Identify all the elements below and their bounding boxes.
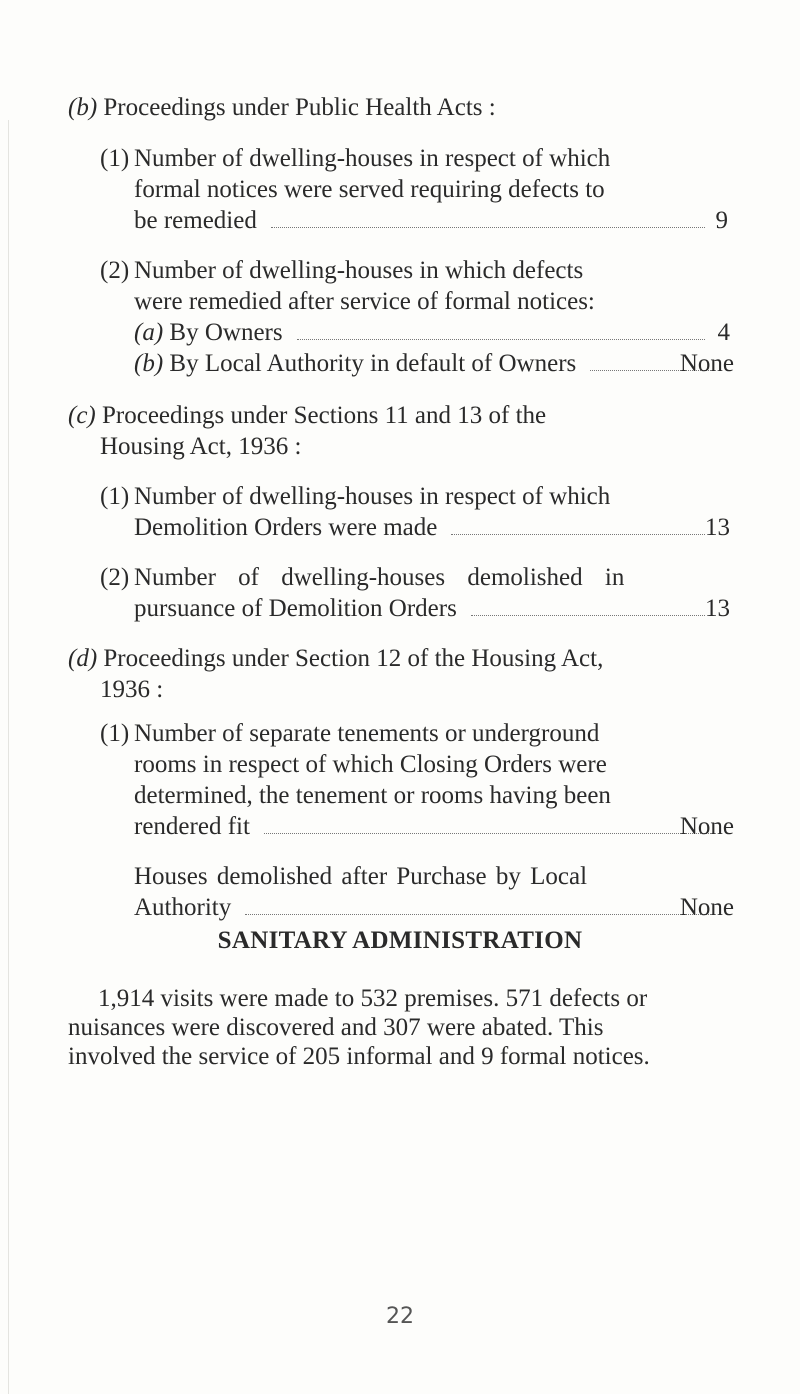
item-text-line: be remedied: [134, 207, 257, 234]
section-d-houses: [134, 861, 715, 923]
sub-text: By Owners: [169, 319, 283, 346]
section-b-heading-text: Proceedings under Public Health Acts :: [103, 94, 496, 121]
item-text-line: pursuance of Demolition Orders: [134, 595, 457, 622]
section-c-heading: [68, 400, 728, 462]
item-text-line: Authority: [134, 894, 232, 921]
item-number: (2): [100, 257, 130, 284]
item-text-line: Number of dwelling-houses demolished in: [134, 564, 625, 591]
sub-label: (a): [134, 319, 164, 346]
section-d-heading: [68, 643, 728, 705]
dot-leader: [264, 832, 711, 834]
item-text-line: Demolition Orders were made: [134, 514, 438, 541]
item-text-line: determined, the tenement or rooms having been: [134, 782, 611, 809]
section-d-heading-line: 1936 :: [100, 676, 164, 703]
value-c1: 13: [705, 514, 730, 541]
page-number: 22: [386, 1304, 414, 1329]
dot-leader: [271, 226, 705, 228]
item-text-line: Number of dwelling-houses in respect of which: [134, 145, 611, 172]
item-text-line: Number of dwelling-houses in which defects: [134, 257, 584, 284]
item-number: (1): [100, 145, 130, 172]
item-text-line: Number of separate tenements or underground: [134, 720, 600, 747]
dot-leader: [471, 614, 705, 616]
value-b2a: 4: [717, 319, 730, 346]
item-number: (1): [100, 483, 130, 510]
dot-leader: [297, 338, 705, 340]
item-number: (1): [100, 720, 130, 747]
sanitary-title: SANITARY ADMINISTRATION: [217, 927, 583, 954]
sanitary-paragraph: [68, 984, 708, 1071]
item-text-line: Number of dwelling-houses in respect of which: [134, 483, 611, 510]
section-c-heading-line: Housing Act, 1936 :: [100, 433, 302, 460]
sub-label: (b): [134, 350, 164, 377]
value-b1: 9: [715, 207, 728, 234]
section-c-label: (c): [68, 402, 96, 429]
value-b2b: None: [679, 350, 734, 377]
item-text-line: Houses demolished after Purchase by Local: [134, 863, 588, 890]
sub-text: By Local Authority in default of Owners: [169, 350, 577, 377]
paragraph-line: nuisances were discovered and 307 were abated. This: [68, 1014, 604, 1041]
item-number: (2): [100, 564, 130, 591]
section-c-heading-line: Proceedings under Sections 11 and 13 of the: [102, 402, 547, 429]
item-text-line: formal notices were served requiring defects to: [134, 176, 605, 203]
page-edge: [0, 120, 9, 1394]
paragraph-line: 1,914 visits were made to 532 premises. 571 defects or: [98, 985, 648, 1012]
value-d1: None: [679, 813, 734, 840]
dot-leader: [245, 913, 711, 915]
section-b-heading: [68, 92, 728, 123]
value-d-houses: None: [679, 894, 734, 921]
item-text-line: rendered fit: [134, 813, 250, 840]
section-b-label: (b): [68, 94, 98, 121]
value-c2: 13: [705, 595, 730, 622]
paragraph-line: involved the service of 205 informal and 9 formal notices.: [68, 1043, 650, 1070]
item-text-line: were remedied after service of formal notices:: [134, 288, 595, 315]
item-text-line: rooms in respect of which Closing Orders were: [134, 751, 607, 778]
section-d-heading-line: Proceedings under Section 12 of the Housing Act,: [103, 645, 604, 672]
dot-leader: [451, 533, 705, 535]
section-d-label: (d): [68, 645, 98, 672]
